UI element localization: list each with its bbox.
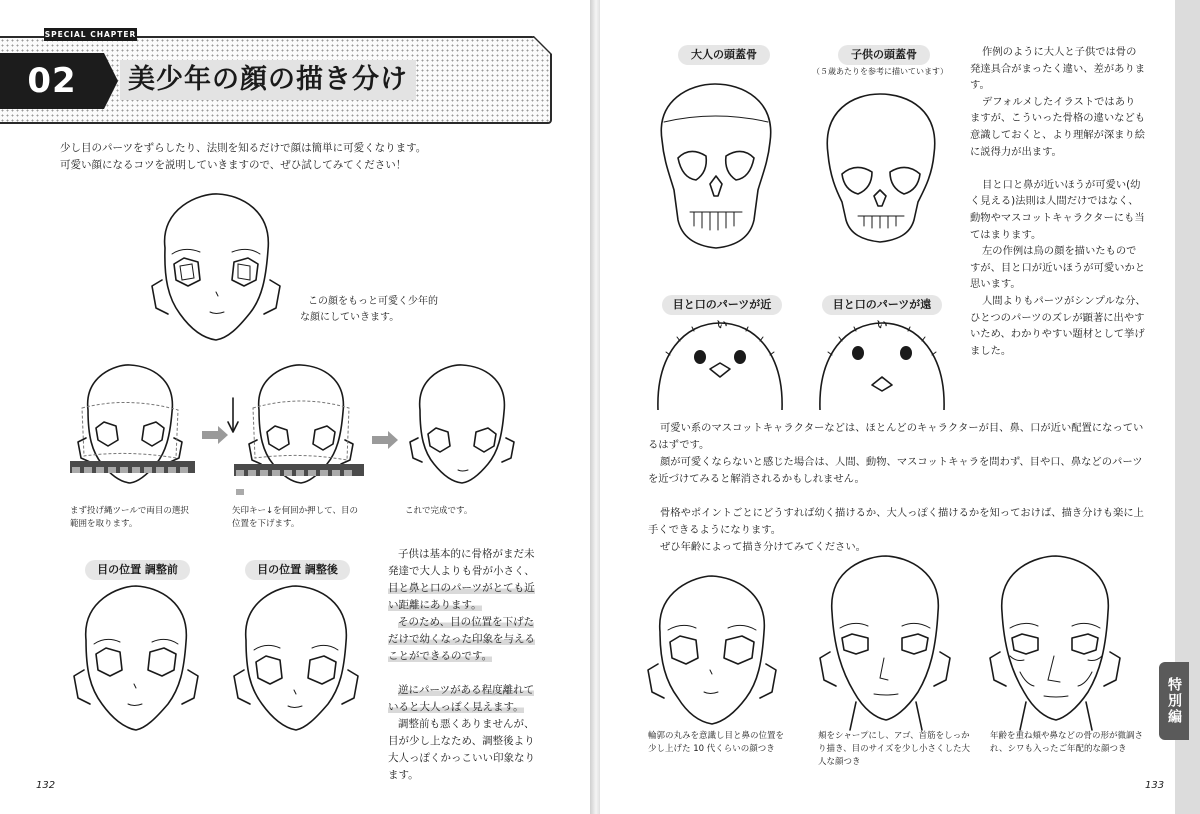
intro-text: 少し目のパーツをずらしたり、法則を知るだけで顔は簡単に可愛くなります。 可愛い顔になるコツを説明していきますので、ぜひ試してみてください！	[60, 142, 427, 171]
page-number-left: 132	[36, 780, 56, 791]
step1-caption: まず投げ縄ツールで両目の選択 範囲を取ります。	[70, 506, 189, 529]
lasso-toolbar	[70, 461, 195, 473]
child-skull-note: （５歳あたりを参考に描いています）	[812, 67, 948, 76]
arrow-right-icon	[370, 430, 400, 450]
face-note: この顔をもっと可愛く少年的 な顔にしていきます。	[300, 296, 438, 323]
bird-close-illustration	[650, 315, 790, 410]
face-after	[228, 580, 363, 740]
bird-far-label: 目と口のパーツが遠い	[822, 295, 942, 315]
chapter-number: 02	[0, 53, 104, 109]
face-teen	[642, 572, 782, 732]
step2-caption: 矢印キー↓を何回か押して、目の 位置を下げます。	[232, 506, 358, 529]
adult-skull-label: 大人の頭蓋骨	[678, 45, 770, 65]
right-page	[600, 0, 1175, 814]
child-skull-label: 子供の頭蓋骨	[838, 45, 930, 65]
face-illustration-main	[140, 188, 290, 348]
face-elder	[980, 552, 1130, 732]
page-number-right: 133	[1145, 780, 1165, 791]
adult-skull-illustration	[650, 80, 780, 255]
caption-teen: 輪郭の丸みを意識し目と鼻の位置を 少し上げた 10 代くらいの顔つき	[648, 731, 785, 754]
left-body-text: 子供は基本的に骨格がまだ未 発達で大人よりも骨が小さく、 目と鼻と口のパーツがとても近 い距離にあります。 そのため、目の位置を下げた だけで幼くなった印象を与える ことができるのです。 逆にパーツがある程度離れて いると大人っぽく見えます。 調整前も悪くありませんが、 目が少し上なため、調整後より 大人っぽくかっこいい印象なり ます。	[388, 548, 535, 781]
right-side-text: 作例のように大人と子供では骨の 発達具合がまったく違い、差がありま す。 デフォルメしたイラストではあり ますが、こういった骨格の違いなども 意識しておくと、より理解が深まり絵 に説得力が出ます。 目と口と鼻が近いほうが可愛い(幼 く見える)法則は人間だけではなく、 動物やマスコットキャラクターにも当 てはまります。 左の作例は鳥の顔を描いたもので すが、目と口が近いほうが可愛いかと 思います。 人間よりもパーツがシンプルな分、 ひとつのパーツのズレが顕著に出やす いため、わかりやすい題材として挙げ ました。	[970, 46, 1146, 357]
special-chapter-tag: SPECIAL CHAPTER	[44, 30, 137, 39]
chapter-title: 美少年の顔の描き分け	[120, 60, 416, 100]
face-before	[68, 580, 203, 740]
bird-close-label: 目と口のパーツが近い	[662, 295, 782, 315]
caption-adult: 頬をシャープにし、アゴ、首筋をしっか り描き、目のサイズを少し小さくした大 人な顔つき	[818, 731, 970, 767]
left-page	[0, 0, 590, 814]
child-skull-illustration	[818, 90, 943, 250]
gutter	[590, 0, 600, 814]
label-before: 目の位置 調整前	[85, 560, 190, 580]
face-adult	[810, 552, 960, 732]
caption-elder: 年齢を重ね頬や鼻などの骨の形が微調さ れ、シワも入ったご年配的な顔つき	[990, 731, 1144, 754]
right-middle-text: 可愛い系のマスコットキャラクターなどは、ほとんどのキャラクターが目、鼻、口が近い配置になってい るはずです。 顔が可愛くならないと感じた場合は、人間、動物、マスコットキャラを問わず、目や口、鼻などのパーツ を近づけてみると解消されるかもしれません。 骨格やポイントごとにどうすれば幼く描けるか、大人っぽく描けるかを知っておけば、描き分けも楽に上 手くできるようになります。 ぜひ年齢によって描き分けてみてください。	[648, 422, 1144, 553]
step3-caption: これで完成です。	[405, 506, 473, 516]
move-toolbar	[234, 464, 364, 476]
bird-far-illustration	[812, 315, 952, 410]
face-step3	[400, 360, 525, 485]
chapter-side-tab: 特別編	[1159, 662, 1189, 740]
label-after: 目の位置 調整後	[245, 560, 350, 580]
